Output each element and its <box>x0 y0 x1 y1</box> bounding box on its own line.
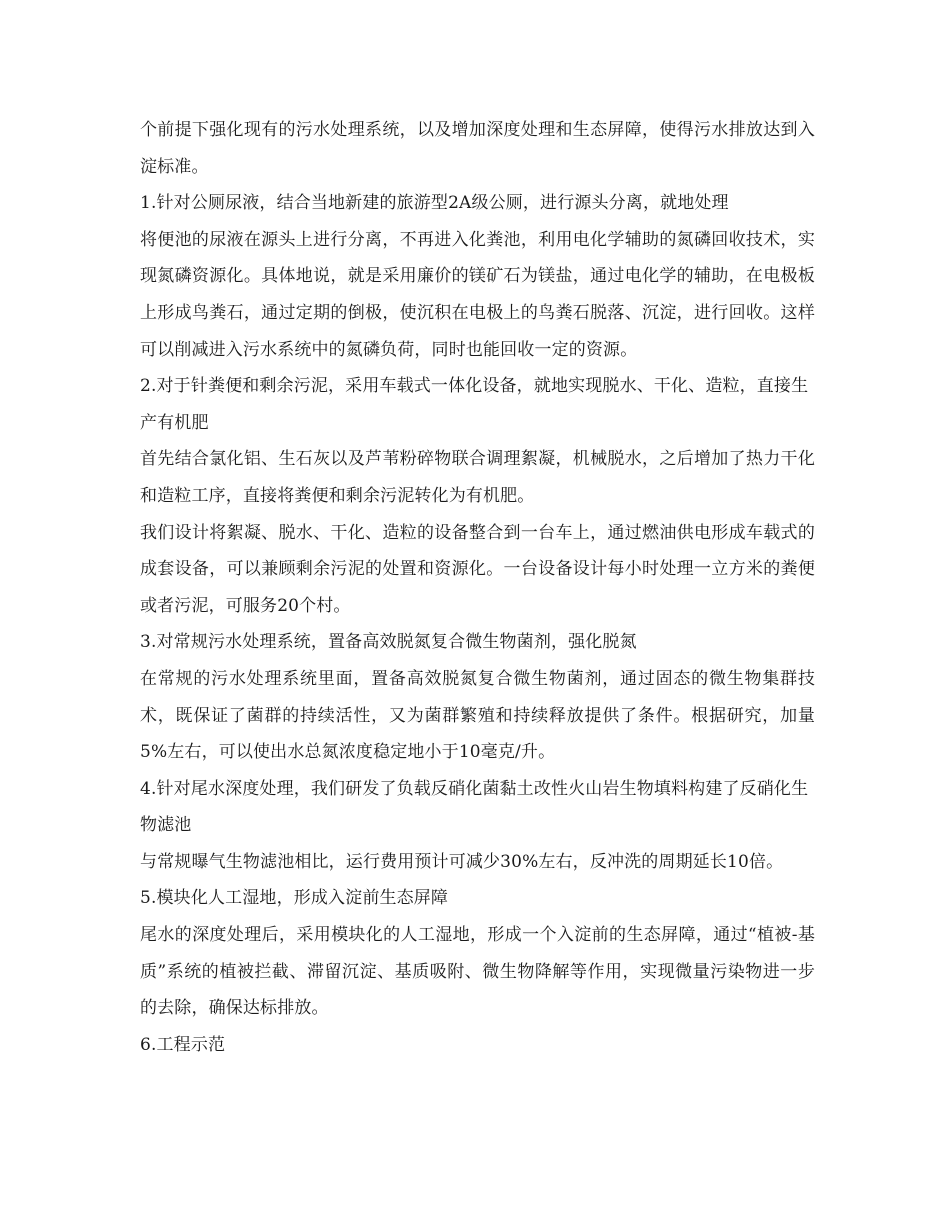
section-heading-6: 6.工程示范 <box>140 1034 226 1055</box>
paragraph-flocculation: 首先结合氯化铝、生石灰以及芦苇粉碎物联合调理絮凝，机械脱水，之后增加了热力干化和造粒工序，直接将粪便和剩余污泥转化为有机肥。 <box>140 449 815 506</box>
paragraph-urine-separation: 将便池的尿液在源头上进行分离，不再进入化粪池，利用电化学辅助的氮磷回收技术，实现氮磷资源化。具体地说，就是采用廉价的镁矿石为镁盐，通过电化学的辅助，在电极板上形成鸟粪石，通过定期的倒极，使沉积在电极上的鸟粪石脱落、沉淀，进行回收。这样可以削减进入污水系统中的氮磷负荷，同时也能回收一定的资源。 <box>140 229 815 360</box>
section-heading-3: 3.对常规污水处理系统，置备高效脱氮复合微生物菌剂，强化脱氮 <box>140 632 637 653</box>
section-heading-5: 5.模块化人工湿地，形成入淀前生态屏障 <box>140 888 449 909</box>
section-heading-4: 4.针对尾水深度处理，我们研发了负载反硝化菌黏土改性火山岩生物填料构建了反硝化生物滤池 <box>140 778 809 836</box>
paragraph-microbial-agent: 在常规的污水处理系统里面，置备高效脱氮复合微生物菌剂，通过固态的微生物集群技术，既保证了菌群的持续活性，又为菌群繁殖和持续释放提供了条件。根据研究，加量5%左右，可以使出水总氮浓度稳定地小于10毫克/升。 <box>140 668 815 763</box>
section-heading-1: 1.针对公厕尿液，结合当地新建的旅游型2A级公厕，进行源头分离，就地处理 <box>140 193 729 214</box>
paragraph-intro: 个前提下强化现有的污水处理系统，以及增加深度处理和生态屏障，使得污水排放达到入淀标准。 <box>140 120 815 177</box>
section-heading-2: 2.对于针粪便和剩余污泥，采用车载式一体化设备，就地实现脱水、干化、造粒，直接生产有机肥 <box>140 376 809 433</box>
document-body <box>140 112 815 1063</box>
paragraph-wetland: 尾水的深度处理后，采用模块化的人工湿地，形成一个入淀前的生态屏障，通过“植被-基质”系统的植被拦截、滞留沉淀、基质吸附、微生物降解等作用，实现微量污染物进一步的去除，确保达标排放。 <box>140 925 815 1019</box>
paragraph-biofilter: 与常规曝气生物滤池相比，运行费用预计可减少30%左右，反冲洗的周期延长10倍。 <box>140 851 784 872</box>
paragraph-vehicle-equipment: 我们设计将絮凝、脱水、干化、造粒的设备整合到一台车上，通过燃油供电形成车载式的成套设备，可以兼顾剩余污泥的处置和资源化。一台设备设计每小时处理一立方米的粪便或者污泥，可服务20个村。 <box>140 522 815 616</box>
